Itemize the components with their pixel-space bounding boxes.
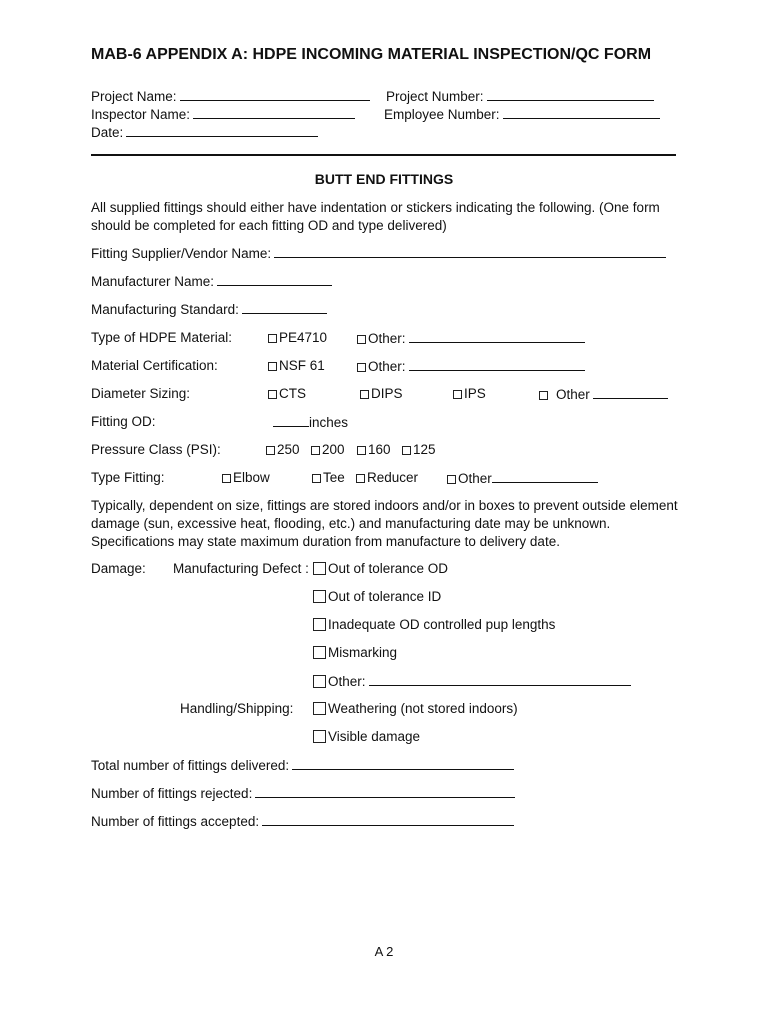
inspector-name-blank[interactable] <box>193 105 355 119</box>
standard-blank[interactable] <box>242 300 327 314</box>
diameter-other-option[interactable] <box>539 385 668 404</box>
weathering-checkbox[interactable] <box>313 702 326 715</box>
date-field[interactable] <box>91 123 318 142</box>
cert-other-blank[interactable] <box>409 357 585 371</box>
ips-option[interactable] <box>453 385 486 403</box>
od-label: Fitting OD: <box>91 414 156 429</box>
diameter-other-blank[interactable] <box>593 385 668 399</box>
tee-option[interactable] <box>312 469 345 487</box>
manufacturer-field[interactable] <box>91 272 332 291</box>
defect-item-label: Mismarking <box>328 645 398 660</box>
separator-rule <box>91 154 676 156</box>
supplier-label: Fitting Supplier/Vendor Name: <box>91 246 272 261</box>
defect-label: Manufacturing Defect : <box>173 561 309 576</box>
total-delivered-field[interactable] <box>91 756 514 775</box>
psi-200-option[interactable] <box>311 441 345 459</box>
total-delivered-label: Total number of fittings delivered: <box>91 758 290 773</box>
handling-item[interactable] <box>313 728 420 746</box>
cert-other-checkbox[interactable] <box>357 363 366 372</box>
tee-checkbox[interactable] <box>312 474 321 483</box>
dips-label: DIPS <box>371 386 403 401</box>
defect-pup-checkbox[interactable] <box>313 618 326 631</box>
project-name-blank[interactable] <box>180 87 370 101</box>
nsf61-label: NSF 61 <box>279 358 325 373</box>
hdpe-pe4710-option[interactable] <box>268 329 327 347</box>
ips-label: IPS <box>464 386 486 401</box>
inspector-name-label: Inspector Name: <box>91 107 191 122</box>
cts-checkbox[interactable] <box>268 390 277 399</box>
defect-item-label: Other: <box>328 674 366 689</box>
pe4710-label: PE4710 <box>279 330 328 345</box>
defect-id-checkbox[interactable] <box>313 590 326 603</box>
reducer-checkbox[interactable] <box>356 474 365 483</box>
handling-item-label: Weathering (not stored indoors) <box>328 701 518 716</box>
elbow-checkbox[interactable] <box>222 474 231 483</box>
cts-label: CTS <box>279 386 306 401</box>
date-label: Date: <box>91 125 124 140</box>
certification-label: Material Certification: <box>91 358 218 373</box>
diameter-other-label: Other <box>556 387 590 402</box>
rejected-blank[interactable] <box>255 784 515 798</box>
employee-number-label: Employee Number: <box>384 107 500 122</box>
diameter-label: Diameter Sizing: <box>91 386 191 401</box>
psi-250-label: 250 <box>277 442 300 457</box>
diameter-other-checkbox[interactable] <box>539 391 548 400</box>
visible-damage-checkbox[interactable] <box>313 730 326 743</box>
defect-od-checkbox[interactable] <box>313 562 326 575</box>
supplier-blank[interactable] <box>274 244 666 258</box>
accepted-blank[interactable] <box>262 812 514 826</box>
ips-checkbox[interactable] <box>453 390 462 399</box>
project-number-blank[interactable] <box>487 87 654 101</box>
hdpe-other-label: Other: <box>368 331 406 346</box>
supplier-field[interactable] <box>91 244 666 263</box>
inspector-name-field[interactable] <box>91 105 355 124</box>
fitting-other-option[interactable] <box>447 469 598 488</box>
rejected-field[interactable] <box>91 784 515 803</box>
total-delivered-blank[interactable] <box>292 756 514 770</box>
handling-label: Handling/Shipping: <box>180 701 294 716</box>
defect-item[interactable] <box>313 560 448 578</box>
dips-option[interactable] <box>360 385 403 403</box>
accepted-field[interactable] <box>91 812 514 831</box>
type-fitting-label: Type Fitting: <box>91 470 165 485</box>
defect-item[interactable] <box>313 644 397 662</box>
page-number: A 2 <box>374 944 394 959</box>
defect-item-label: Out of tolerance OD <box>328 561 449 576</box>
employee-number-field[interactable] <box>384 105 660 124</box>
section-title: BUTT END FITTINGS <box>314 171 454 187</box>
psi-125-label: 125 <box>413 442 436 457</box>
hdpe-type-label: Type of HDPE Material: <box>91 330 233 345</box>
storage-note: Typically, dependent on size, fittings are stored indoors and/or in boxes to prevent outside element damage (sun, excessive heat, flooding, etc.) and manufacturing date may be unknown. Specifications may state maximum duration from manufacture to delivery date. <box>91 498 678 549</box>
psi-160-option[interactable] <box>357 441 391 459</box>
psi-250-option[interactable] <box>266 441 300 459</box>
elbow-label: Elbow <box>233 470 270 485</box>
psi-160-label: 160 <box>368 442 391 457</box>
psi-125-option[interactable] <box>402 441 436 459</box>
cts-option[interactable] <box>268 385 306 403</box>
elbow-option[interactable] <box>222 469 270 487</box>
reducer-option[interactable] <box>356 469 418 487</box>
handling-item[interactable] <box>313 700 518 718</box>
handling-item-label: Visible damage <box>328 729 421 744</box>
dips-checkbox[interactable] <box>360 390 369 399</box>
damage-label: Damage: <box>91 561 146 576</box>
od-blank[interactable] <box>273 413 309 427</box>
standard-field[interactable] <box>91 300 327 319</box>
hdpe-other-blank[interactable] <box>409 329 585 343</box>
defect-item-label: Inadequate OD controlled pup lengths <box>328 617 556 632</box>
defect-item[interactable] <box>313 588 441 606</box>
manufacturer-label: Manufacturer Name: <box>91 274 215 289</box>
defect-other-blank[interactable] <box>369 672 631 686</box>
defect-item[interactable] <box>313 672 631 691</box>
project-number-label: Project Number: <box>386 89 484 104</box>
date-blank[interactable] <box>126 123 318 137</box>
psi-250-checkbox[interactable] <box>266 446 275 455</box>
fitting-other-blank[interactable] <box>492 469 598 483</box>
hdpe-other-checkbox[interactable] <box>357 335 366 344</box>
project-number-field[interactable] <box>386 87 654 106</box>
manufacturer-blank[interactable] <box>217 272 332 286</box>
project-name-label: Project Name: <box>91 89 177 104</box>
fitting-other-checkbox[interactable] <box>447 475 456 484</box>
od-unit: inches <box>309 415 349 430</box>
standard-label: Manufacturing Standard: <box>91 302 239 317</box>
cert-other-option[interactable] <box>357 357 585 376</box>
nsf61-option[interactable] <box>268 357 325 375</box>
defect-mismarking-checkbox[interactable] <box>313 646 326 659</box>
intro-paragraph: All supplied fittings should either have indentation or stickers indicating the following. (One form should be completed for each fitting OD and type delivered) <box>91 200 660 233</box>
form-title: MAB-6 APPENDIX A: HDPE INCOMING MATERIAL INSPECTION/QC FORM <box>91 46 652 63</box>
cert-other-label: Other: <box>368 359 406 374</box>
defect-item[interactable] <box>313 616 555 634</box>
tee-label: Tee <box>323 470 345 485</box>
defect-item-label: Out of tolerance ID <box>328 589 442 604</box>
nsf61-checkbox[interactable] <box>268 362 277 371</box>
hdpe-other-option[interactable] <box>357 329 585 348</box>
od-field[interactable] <box>273 413 348 432</box>
psi-200-label: 200 <box>322 442 345 457</box>
reducer-label: Reducer <box>367 470 419 485</box>
psi-125-checkbox[interactable] <box>402 446 411 455</box>
defect-other-checkbox[interactable] <box>313 675 326 688</box>
rejected-label: Number of fittings rejected: <box>91 786 253 801</box>
pe4710-checkbox[interactable] <box>268 334 277 343</box>
psi-160-checkbox[interactable] <box>357 446 366 455</box>
psi-200-checkbox[interactable] <box>311 446 320 455</box>
project-name-field[interactable] <box>91 87 370 106</box>
accepted-label: Number of fittings accepted: <box>91 814 260 829</box>
pressure-label: Pressure Class (PSI): <box>91 442 221 457</box>
employee-number-blank[interactable] <box>503 105 660 119</box>
fitting-other-label: Other <box>458 471 492 486</box>
